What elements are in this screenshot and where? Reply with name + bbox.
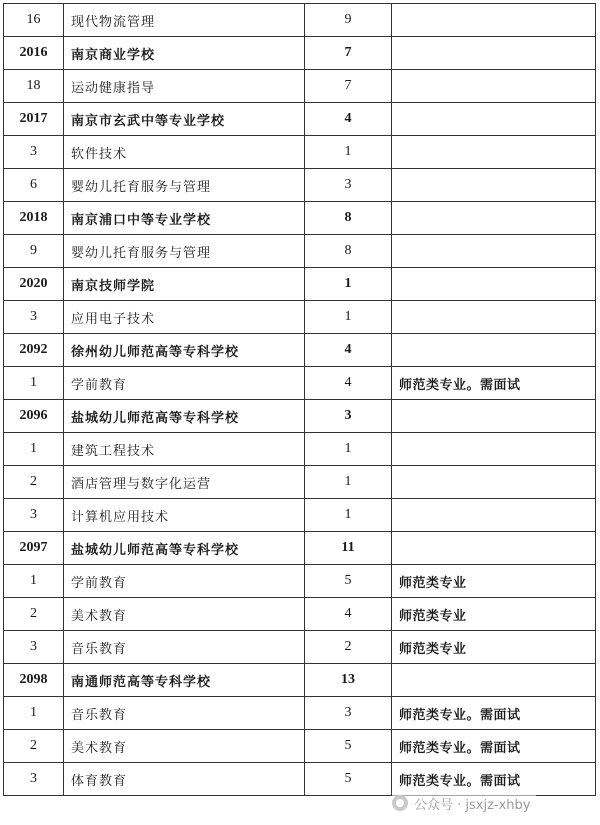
note-cell bbox=[392, 466, 596, 499]
code-cell: 2096 bbox=[4, 400, 64, 433]
note-cell bbox=[392, 433, 596, 466]
count-cell: 5 bbox=[305, 565, 392, 598]
table-row bbox=[4, 433, 596, 466]
code-cell: 3 bbox=[4, 301, 64, 334]
table-row bbox=[4, 103, 596, 136]
code-cell: 3 bbox=[4, 763, 64, 796]
table-row bbox=[4, 763, 596, 796]
name-cell: 体育教育 bbox=[64, 763, 305, 796]
table-row bbox=[4, 202, 596, 235]
count-cell: 1 bbox=[305, 433, 392, 466]
name-cell: 学前教育 bbox=[64, 565, 305, 598]
note-cell bbox=[392, 136, 596, 169]
name-cell: 南京技师学院 bbox=[64, 268, 305, 301]
count-cell: 9 bbox=[305, 4, 392, 37]
code-cell: 2092 bbox=[4, 334, 64, 367]
note-cell bbox=[392, 532, 596, 565]
code-cell: 1 bbox=[4, 367, 64, 400]
note-cell bbox=[392, 37, 596, 70]
code-cell: 3 bbox=[4, 499, 64, 532]
code-cell: 1 bbox=[4, 565, 64, 598]
name-cell: 徐州幼儿师范高等专科学校 bbox=[64, 334, 305, 367]
table-row bbox=[4, 70, 596, 103]
table-row bbox=[4, 37, 596, 70]
table-row bbox=[4, 367, 596, 400]
count-cell: 7 bbox=[305, 37, 392, 70]
note-cell bbox=[392, 268, 596, 301]
table-row bbox=[4, 400, 596, 433]
table-row bbox=[4, 4, 596, 37]
name-cell: 南京市玄武中等专业学校 bbox=[64, 103, 305, 136]
table-row bbox=[4, 301, 596, 334]
table-row bbox=[4, 235, 596, 268]
name-cell: 建筑工程技术 bbox=[64, 433, 305, 466]
name-cell: 盐城幼儿师范高等专科学校 bbox=[64, 400, 305, 433]
note-cell: 师范类专业。需面试 bbox=[392, 697, 596, 730]
count-cell: 1 bbox=[305, 499, 392, 532]
count-cell: 4 bbox=[305, 367, 392, 400]
code-cell: 3 bbox=[4, 136, 64, 169]
table-row bbox=[4, 169, 596, 202]
table-row bbox=[4, 697, 596, 730]
note-cell: 师范类专业。需面试 bbox=[392, 763, 596, 796]
note-cell bbox=[392, 499, 596, 532]
table-row bbox=[4, 664, 596, 697]
note-cell bbox=[392, 103, 596, 136]
note-cell: 师范类专业。需面试 bbox=[392, 367, 596, 400]
watermark-text: 公众号 · jsxjz-xhby bbox=[414, 797, 531, 813]
code-cell: 16 bbox=[4, 4, 64, 37]
table-row bbox=[4, 631, 596, 664]
table-row bbox=[4, 532, 596, 565]
count-cell: 5 bbox=[305, 730, 392, 763]
name-cell: 音乐教育 bbox=[64, 697, 305, 730]
note-cell: 师范类专业。需面试 bbox=[392, 730, 596, 763]
note-cell bbox=[392, 4, 596, 37]
count-cell: 3 bbox=[305, 697, 392, 730]
count-cell: 4 bbox=[305, 598, 392, 631]
count-cell: 8 bbox=[305, 235, 392, 268]
name-cell: 运动健康指导 bbox=[64, 70, 305, 103]
count-cell: 1 bbox=[305, 466, 392, 499]
note-cell: 师范类专业 bbox=[392, 565, 596, 598]
note-cell bbox=[392, 400, 596, 433]
count-cell: 7 bbox=[305, 70, 392, 103]
note-cell bbox=[392, 202, 596, 235]
code-cell: 2020 bbox=[4, 268, 64, 301]
note-cell bbox=[392, 70, 596, 103]
code-cell: 2 bbox=[4, 598, 64, 631]
count-cell: 1 bbox=[305, 301, 392, 334]
code-cell: 18 bbox=[4, 70, 64, 103]
table-row bbox=[4, 499, 596, 532]
name-cell: 应用电子技术 bbox=[64, 301, 305, 334]
name-cell: 音乐教育 bbox=[64, 631, 305, 664]
code-cell: 1 bbox=[4, 433, 64, 466]
code-cell: 2018 bbox=[4, 202, 64, 235]
table-row bbox=[4, 466, 596, 499]
name-cell: 南京浦口中等专业学校 bbox=[64, 202, 305, 235]
code-cell: 6 bbox=[4, 169, 64, 202]
enrollment-table bbox=[3, 3, 596, 796]
watermark bbox=[392, 792, 536, 814]
table-body bbox=[4, 4, 596, 796]
note-cell: 师范类专业 bbox=[392, 598, 596, 631]
count-cell: 4 bbox=[305, 103, 392, 136]
table-row bbox=[4, 598, 596, 631]
note-cell bbox=[392, 235, 596, 268]
code-cell: 1 bbox=[4, 697, 64, 730]
name-cell: 软件技术 bbox=[64, 136, 305, 169]
note-cell bbox=[392, 664, 596, 697]
count-cell: 1 bbox=[305, 268, 392, 301]
code-cell: 3 bbox=[4, 631, 64, 664]
code-cell: 2097 bbox=[4, 532, 64, 565]
name-cell: 现代物流管理 bbox=[64, 4, 305, 37]
name-cell: 酒店管理与数字化运营 bbox=[64, 466, 305, 499]
name-cell: 南京商业学校 bbox=[64, 37, 305, 70]
table-row bbox=[4, 268, 596, 301]
code-cell: 2098 bbox=[4, 664, 64, 697]
code-cell: 2017 bbox=[4, 103, 64, 136]
count-cell: 2 bbox=[305, 631, 392, 664]
code-cell: 2 bbox=[4, 730, 64, 763]
table-row bbox=[4, 136, 596, 169]
name-cell: 南通师范高等专科学校 bbox=[64, 664, 305, 697]
name-cell: 学前教育 bbox=[64, 367, 305, 400]
table-row bbox=[4, 334, 596, 367]
count-cell: 4 bbox=[305, 334, 392, 367]
name-cell: 计算机应用技术 bbox=[64, 499, 305, 532]
code-cell: 2 bbox=[4, 466, 64, 499]
code-cell: 2016 bbox=[4, 37, 64, 70]
note-cell bbox=[392, 169, 596, 202]
code-cell: 9 bbox=[4, 235, 64, 268]
count-cell: 5 bbox=[305, 763, 392, 796]
name-cell: 盐城幼儿师范高等专科学校 bbox=[64, 532, 305, 565]
wechat-logo-icon bbox=[392, 795, 408, 811]
count-cell: 3 bbox=[305, 400, 392, 433]
table-row bbox=[4, 730, 596, 763]
name-cell: 婴幼儿托育服务与管理 bbox=[64, 169, 305, 202]
count-cell: 3 bbox=[305, 169, 392, 202]
note-cell bbox=[392, 334, 596, 367]
name-cell: 美术教育 bbox=[64, 598, 305, 631]
note-cell: 师范类专业 bbox=[392, 631, 596, 664]
count-cell: 11 bbox=[305, 532, 392, 565]
count-cell: 1 bbox=[305, 136, 392, 169]
name-cell: 美术教育 bbox=[64, 730, 305, 763]
table-row bbox=[4, 565, 596, 598]
note-cell bbox=[392, 301, 596, 334]
count-cell: 13 bbox=[305, 664, 392, 697]
name-cell: 婴幼儿托育服务与管理 bbox=[64, 235, 305, 268]
count-cell: 8 bbox=[305, 202, 392, 235]
